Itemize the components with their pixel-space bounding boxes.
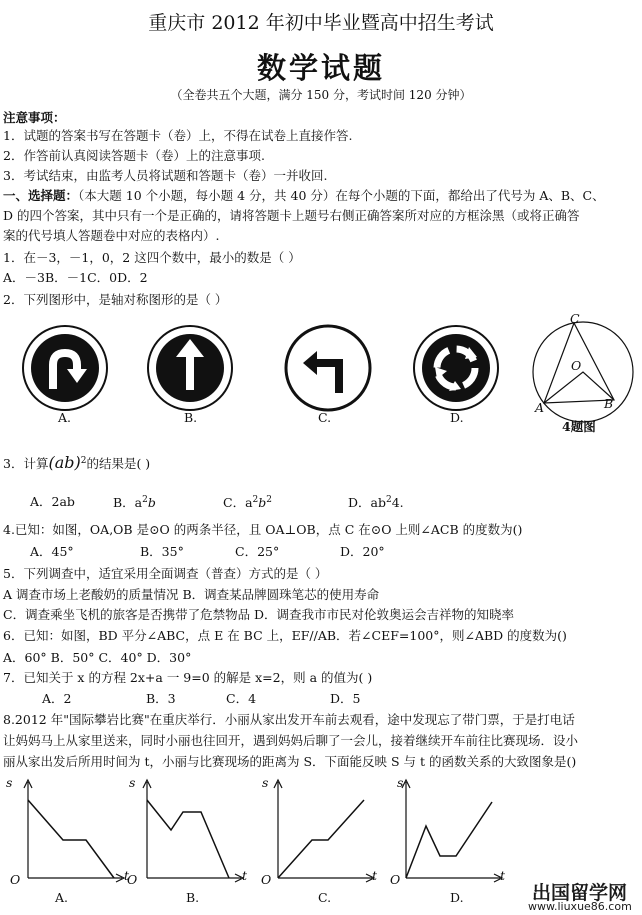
notice-item: 2．作答前认真阅读答题卡（卷）上的注意事项.	[3, 148, 265, 163]
graph-d-axis-s: s	[397, 775, 404, 790]
graph-c-origin: O	[261, 872, 272, 887]
turn-left-sign-icon	[283, 323, 373, 413]
q7-option-d: D．5	[330, 691, 361, 706]
u-turn-sign-icon	[20, 323, 110, 413]
watermark-url: www.liuxue86.com	[528, 900, 632, 913]
q4-stem: 4.已知：如图，OA,OB 是⊙O 的两条半径，且 OA⊥OB，点 C 在⊙O 上则∠ACB 的度数为()	[3, 522, 523, 537]
q7-option-b: B．3	[146, 691, 176, 706]
graph-a	[18, 778, 130, 888]
roundabout-sign-icon	[411, 323, 501, 413]
q8-stem-line: 让妈妈马上从家里送来，同时小丽也往回开，遇到妈妈后聊了一会儿，接着继续开车前往比赛现场．设小	[3, 733, 579, 748]
q1-stem: 1．在－3，－1，0，2 这四个数中，最小的数是（ ）	[3, 250, 301, 265]
graph-a-origin: O	[10, 872, 21, 887]
notice-item: 3．考试结束，由监考人员将试题和答题卡（卷）一并收回.	[3, 168, 328, 183]
graph-b	[137, 778, 249, 888]
q3-option-a: A．2ab	[30, 494, 75, 509]
point-label-a: A	[535, 400, 545, 415]
q4-option-a: A．45°	[30, 544, 74, 559]
q8-stem-line: 8.2012 年"国际攀岩比赛"在重庆举行．小丽从家出发开车前去观看，途中发现忘了带门票，于是打电话	[3, 712, 575, 727]
section-intro-line: 案的代号填人答题卷中对应的表格内）.	[3, 228, 220, 243]
arrow-up-sign-icon	[145, 323, 235, 413]
graph-d-label: D.	[450, 890, 464, 905]
q3-option-b: B．$a^2b$	[113, 495, 156, 511]
graph-b-origin: O	[127, 872, 138, 887]
graph-b-axis-t: t	[242, 868, 248, 883]
q2-label-a: A.	[58, 410, 72, 425]
section-label: 一、选择题：	[3, 188, 79, 203]
graph-c-axis-s: s	[262, 775, 269, 790]
q1-options: A．－3B．－1C．0D．2	[3, 270, 148, 285]
q6-options: A．60° B．50° C．40° D．30°	[3, 650, 192, 665]
q3-prefix: 3．计算	[3, 456, 49, 472]
point-label-c: C	[570, 311, 580, 326]
point-label-o: O	[571, 358, 582, 373]
q2-label-d: D.	[450, 410, 464, 425]
graph-d-axis-t: t	[500, 868, 506, 883]
graph-a-axis-t: t	[124, 868, 130, 883]
section-intro-line: D 的四个答案，其中只有一个是正确的，请将答题卡上题号右侧正确答案所对应的方框涂黑（或将正确答	[3, 208, 580, 223]
q2-label-b: B.	[184, 410, 198, 425]
point-label-b: B	[604, 396, 614, 411]
subject-title: 数学试题	[256, 51, 385, 85]
notice-item: 1．试题的答案书写在答题卡（卷）上，不得在试卷上直接作答.	[3, 128, 353, 143]
section-text: （本大题 10 个小题，每小题 4 分，共 40 分）在每个小题的下面，都给出了代号为 A、B、C、	[78, 188, 605, 203]
graph-a-axis-s: s	[6, 775, 13, 790]
section-intro-line	[3, 188, 605, 204]
exam-note: （全卷共五个大题，满分 150 分，考试时间 120 分钟）	[170, 88, 472, 102]
graph-a-label: A.	[55, 890, 69, 905]
q7-option-c: C．4	[226, 691, 257, 706]
q3-option-c: C．$a^2b^2$	[223, 495, 273, 511]
q3-suffix: 的结果是( )	[86, 456, 151, 472]
watermark-logo: 出国留学网	[532, 882, 628, 904]
q7-stem: 7．已知关于 x 的方程 2x+a 一 9=0 的解是 x=2，则 a 的值为( )	[3, 670, 373, 685]
circle-geometry-figure	[528, 318, 638, 428]
q5-options-ab: A 调查市场上老酸奶的质量情况 B．调查某品牌圆珠笔芯的使用寿命	[3, 587, 380, 602]
q4-option-b: B．35°	[140, 544, 184, 559]
graph-b-label: B.	[186, 890, 200, 905]
notice-heading: 注意事项：	[3, 110, 66, 125]
q5-stem: 5．下列调查中，适宜采用全面调查（普查）方式的是（ ）	[3, 566, 328, 581]
graph-c-axis-t: t	[372, 868, 378, 883]
q4-option-c: C．25°	[235, 544, 280, 559]
q2-stem: 2．下列图形中，是轴对称图形的是（ ）	[3, 292, 228, 307]
q3-exp: 2	[80, 456, 87, 466]
graph-c-label: C.	[318, 890, 332, 905]
q6-stem: 6．已知：如图，BD 平分∠ABC，点 E 在 BC 上，EF//AB．若∠CEF=100°，则∠ABD 的度数为()	[3, 628, 567, 643]
q3-expr: (ab)	[48, 453, 81, 473]
q3-option-d: D．$ab^24$.	[348, 495, 404, 511]
q2-label-c: C.	[318, 410, 332, 425]
q7-option-a: A．2	[42, 691, 72, 706]
q8-stem-line: 丽从家出发后所用时间为 t，小丽与比赛现场的距离为 S．下面能反映 S 与 t 的函数关系的大致图象是()	[3, 754, 577, 769]
graph-d-origin: O	[390, 872, 401, 887]
q5-options-cd: C．调查乘坐飞机的旅客是否携带了危禁物品 D．调查我市市民对伦敦奥运会吉祥物的知晓率	[3, 607, 515, 622]
q4-option-d: D．20°	[340, 544, 385, 559]
graph-d	[396, 778, 508, 888]
figure-caption: 4题图	[562, 419, 596, 434]
graph-c	[268, 778, 380, 888]
exam-title: 重庆市 2012 年初中毕业暨高中招生考试	[148, 12, 494, 34]
graph-b-axis-s: s	[129, 775, 136, 790]
q3-stem	[3, 453, 150, 472]
